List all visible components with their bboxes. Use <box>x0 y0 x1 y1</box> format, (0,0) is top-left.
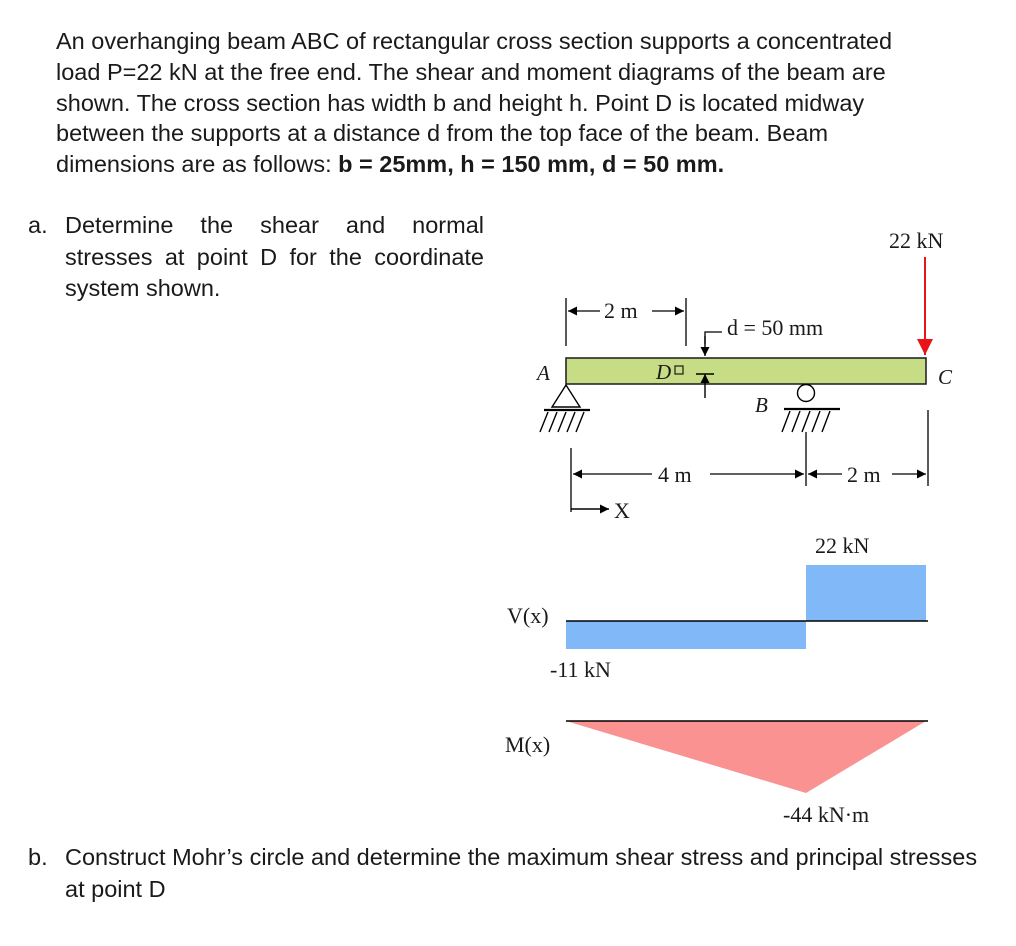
point-c-label: C <box>938 365 953 389</box>
moment-value: -44 kN·m <box>783 802 870 827</box>
dim-top-label: 2 m <box>604 298 638 323</box>
point-a-label: A <box>537 361 550 385</box>
shear-neg-value: -11 kN <box>550 657 611 682</box>
shear-segment <box>566 621 806 649</box>
question-a-label: a. <box>28 212 48 238</box>
intro-line-4: between the supports at a distance d from the top face of the beam. Beam <box>56 120 829 147</box>
moment-diagram-label: M(x) <box>505 732 551 757</box>
shear-pos-value: 22 kN <box>815 533 870 558</box>
intro-line-2: load P=22 kN at the free end. The shear and moment diagrams of the beam are <box>56 58 886 85</box>
point-d-label: D <box>656 360 672 384</box>
intro-line-1: An overhanging beam ABC of rectangular cross section supports a concentrated <box>56 28 893 54</box>
intro-line-3: shown. The cross section has width b and height h. Point D is located midway <box>56 89 865 116</box>
point-b-label: B <box>755 393 768 417</box>
d-label: d = 50 mm <box>727 315 824 340</box>
question-a-text: Determine the shear and normal stresses at point D for the coordinate system shown. <box>65 212 484 301</box>
support-a <box>540 385 590 432</box>
shear-diagram-label: V(x) <box>507 603 549 628</box>
shear-diagram <box>566 565 928 649</box>
beam <box>566 358 926 384</box>
shear-segment <box>806 565 926 621</box>
x-axis-label: X <box>614 498 630 523</box>
dimensions-values: b = 25mm, h = 150 mm, d = 50 mm. <box>338 151 725 178</box>
d-leader <box>705 332 722 344</box>
question-b-text: Construct Mohr’s circle and determine the maximum shear stress and principal stresses at point D <box>65 844 978 902</box>
span-bc-label: 2 m <box>847 462 881 487</box>
dim-bottom <box>571 410 928 512</box>
moment-area <box>566 721 926 793</box>
intro-line-5-prefix: dimensions are as follows: <box>56 151 339 178</box>
load-label: 22 kN <box>889 228 944 253</box>
support-b <box>782 385 840 433</box>
moment-diagram <box>566 721 928 793</box>
question-b-label: b. <box>28 844 48 870</box>
span-ab-label: 4 m <box>658 462 692 487</box>
question-b <box>28 842 978 905</box>
